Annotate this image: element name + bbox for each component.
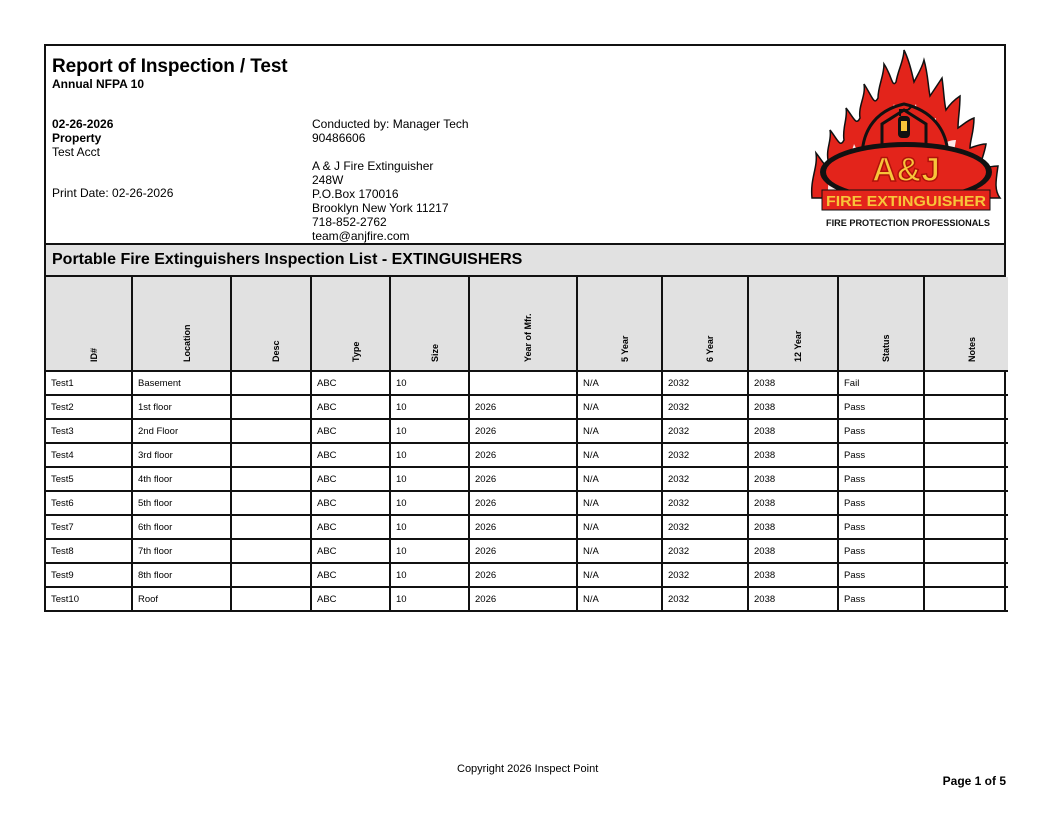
cell-5-year: N/A: [577, 419, 662, 443]
cell-12-year: 2038: [748, 443, 838, 467]
cell-type: ABC: [311, 587, 390, 611]
company-email: team@anjfire.com: [312, 229, 410, 243]
company-phone: 718-852-2762: [312, 215, 387, 229]
table-row: [46, 491, 1008, 515]
account-name: Test Acct: [52, 145, 101, 159]
cell-type: ABC: [311, 563, 390, 587]
cell-location: 2nd Floor: [132, 419, 231, 443]
cell-status: Pass: [838, 491, 924, 515]
cell-desc: [231, 539, 311, 563]
cell-type: ABC: [311, 419, 390, 443]
cell-year-of-mfr: 2026: [469, 443, 577, 467]
column-header-label: 6 Year: [705, 335, 715, 362]
cell-12-year: 2038: [748, 587, 838, 611]
cell-size: 10: [390, 587, 469, 611]
cell-location: 3rd floor: [132, 443, 231, 467]
cell-id: Test3: [46, 419, 132, 443]
cell-location: 6th floor: [132, 515, 231, 539]
cell-type: ABC: [311, 515, 390, 539]
company-name: A & J Fire Extinguisher: [312, 159, 434, 173]
cell-6-year: 2032: [662, 491, 748, 515]
cell-year-of-mfr: 2026: [469, 467, 577, 491]
cell-5-year: N/A: [577, 395, 662, 419]
conducted-by-info: [312, 117, 469, 243]
company-logo: [808, 48, 1004, 230]
cell-status: Pass: [838, 443, 924, 467]
column-header-year-of-mfr: [469, 277, 577, 371]
conducted-by: Conducted by: Manager Tech: [312, 117, 469, 131]
logo-tagline: FIRE PROTECTION PROFESSIONALS: [826, 218, 990, 229]
column-header-label: Status: [881, 334, 891, 362]
table-row: [46, 395, 1008, 419]
cell-notes: [924, 443, 1008, 467]
column-header-label: Location: [181, 324, 192, 362]
column-header-label: Type: [350, 341, 361, 362]
cell-notes: [924, 587, 1008, 611]
cell-6-year: 2032: [662, 443, 748, 467]
cell-status: Pass: [838, 467, 924, 491]
cell-desc: [231, 515, 311, 539]
cell-id: Test2: [46, 395, 132, 419]
cell-size: 10: [390, 419, 469, 443]
cell-type: ABC: [311, 467, 390, 491]
cell-12-year: 2038: [748, 515, 838, 539]
cell-12-year: 2038: [748, 539, 838, 563]
column-header-label: Year of Mfr.: [523, 313, 533, 362]
address-line-2: P.O.Box 170016: [312, 187, 399, 201]
column-header-label: 12 Year: [793, 330, 803, 362]
cell-year-of-mfr: 2026: [469, 515, 577, 539]
cell-5-year: N/A: [577, 371, 662, 395]
cell-12-year: 2038: [748, 371, 838, 395]
cell-size: 10: [390, 563, 469, 587]
cell-id: Test4: [46, 443, 132, 467]
cell-notes: [924, 467, 1008, 491]
technician-id: 90486606: [312, 131, 366, 145]
address-line-3: Brooklyn New York 11217: [312, 201, 449, 215]
cell-status: Pass: [838, 563, 924, 587]
cell-desc: [231, 467, 311, 491]
table-row: [46, 515, 1008, 539]
column-header-status: [838, 277, 924, 371]
column-header-12-year: [748, 277, 838, 371]
table-body: [46, 371, 1008, 611]
table-row: [46, 371, 1008, 395]
cell-6-year: 2032: [662, 395, 748, 419]
cell-id: Test1: [46, 371, 132, 395]
cell-status: Pass: [838, 539, 924, 563]
cell-location: 7th floor: [132, 539, 231, 563]
cell-status: Fail: [838, 371, 924, 395]
cell-notes: [924, 371, 1008, 395]
column-header-label: 5 Year: [619, 335, 630, 362]
cell-status: Pass: [838, 419, 924, 443]
cell-year-of-mfr: 2026: [469, 491, 577, 515]
print-date: Print Date: 02-26-2026: [52, 186, 174, 200]
cell-desc: [231, 419, 311, 443]
column-header-6-year: [662, 277, 748, 371]
cell-size: 10: [390, 443, 469, 467]
cell-id: Test7: [46, 515, 132, 539]
cell-location: Basement: [132, 371, 231, 395]
table-row: [46, 467, 1008, 491]
cell-5-year: N/A: [577, 563, 662, 587]
cell-desc: [231, 587, 311, 611]
cell-desc: [231, 563, 311, 587]
report-page: [44, 44, 1006, 612]
column-header-location: [132, 277, 231, 371]
cell-notes: [924, 515, 1008, 539]
report-date: 02-26-2026: [52, 117, 114, 131]
cell-status: Pass: [838, 515, 924, 539]
table-row: [46, 587, 1008, 611]
cell-status: Pass: [838, 587, 924, 611]
cell-location: 4th floor: [132, 467, 231, 491]
cell-size: 10: [390, 539, 469, 563]
cell-type: ABC: [311, 491, 390, 515]
table-header-row: [46, 277, 1008, 371]
cell-id: Test8: [46, 539, 132, 563]
table-row: [46, 419, 1008, 443]
cell-desc: [231, 371, 311, 395]
cell-type: ABC: [311, 371, 390, 395]
cell-size: 10: [390, 491, 469, 515]
cell-5-year: N/A: [577, 515, 662, 539]
cell-6-year: 2032: [662, 587, 748, 611]
cell-6-year: 2032: [662, 515, 748, 539]
cell-size: 10: [390, 467, 469, 491]
cell-12-year: 2038: [748, 467, 838, 491]
copyright-text: Copyright 2026 Inspect Point: [457, 763, 599, 775]
cell-5-year: N/A: [577, 491, 662, 515]
cell-5-year: N/A: [577, 587, 662, 611]
cell-location: Roof: [132, 587, 231, 611]
cell-size: 10: [390, 515, 469, 539]
cell-id: Test10: [46, 587, 132, 611]
cell-year-of-mfr: 2026: [469, 587, 577, 611]
cell-size: 10: [390, 395, 469, 419]
cell-size: 10: [390, 371, 469, 395]
column-header-type: [311, 277, 390, 371]
cell-id: Test5: [46, 467, 132, 491]
cell-type: ABC: [311, 443, 390, 467]
flame-helmet-logo-icon: [808, 48, 1004, 230]
cell-id: Test6: [46, 491, 132, 515]
cell-year-of-mfr: 2026: [469, 563, 577, 587]
logo-sub-text: FIRE EXTINGUISHER: [826, 193, 987, 210]
cell-desc: [231, 491, 311, 515]
cell-6-year: 2032: [662, 467, 748, 491]
cell-notes: [924, 419, 1008, 443]
cell-12-year: 2038: [748, 395, 838, 419]
report-header: [46, 46, 1004, 245]
cell-6-year: 2032: [662, 419, 748, 443]
cell-5-year: N/A: [577, 539, 662, 563]
report-subtitle: Annual NFPA 10: [52, 77, 145, 91]
column-header-label: Notes: [966, 336, 977, 362]
cell-5-year: N/A: [577, 443, 662, 467]
cell-12-year: 2038: [748, 491, 838, 515]
cell-year-of-mfr: 2026: [469, 419, 577, 443]
column-header-id: [46, 277, 132, 371]
property-label: Property: [52, 131, 102, 145]
report-title: Report of Inspection / Test: [52, 56, 288, 77]
extinguisher-table: [46, 277, 1008, 612]
column-header-size: [390, 277, 469, 371]
cell-type: ABC: [311, 539, 390, 563]
cell-notes: [924, 491, 1008, 515]
cell-location: 5th floor: [132, 491, 231, 515]
page-number: Page 1 of 5: [942, 774, 1006, 788]
address-line-1: 248W: [312, 173, 344, 187]
cell-5-year: N/A: [577, 467, 662, 491]
table-row: [46, 539, 1008, 563]
cell-location: 8th floor: [132, 563, 231, 587]
cell-12-year: 2038: [748, 563, 838, 587]
cell-year-of-mfr: 2026: [469, 539, 577, 563]
cell-notes: [924, 395, 1008, 419]
cell-notes: [924, 563, 1008, 587]
section-title: Portable Fire Extinguishers Inspection List - EXTINGUISHERS: [46, 245, 1004, 277]
column-header-label: Desc: [271, 340, 281, 362]
column-header-desc: [231, 277, 311, 371]
table-row: [46, 563, 1008, 587]
property-info: [52, 117, 113, 159]
cell-6-year: 2032: [662, 563, 748, 587]
cell-location: 1st floor: [132, 395, 231, 419]
cell-desc: [231, 443, 311, 467]
cell-notes: [924, 539, 1008, 563]
cell-status: Pass: [838, 395, 924, 419]
column-header-label: ID#: [88, 347, 99, 362]
cell-desc: [231, 395, 311, 419]
cell-type: ABC: [311, 395, 390, 419]
cell-year-of-mfr: [469, 371, 577, 395]
column-header-5-year: [577, 277, 662, 371]
cell-6-year: 2032: [662, 539, 748, 563]
table-row: [46, 443, 1008, 467]
cell-6-year: 2032: [662, 371, 748, 395]
column-header-notes: [924, 277, 1008, 371]
column-header-label: Size: [429, 343, 440, 362]
logo-main-text: A&J: [871, 151, 941, 189]
cell-id: Test9: [46, 563, 132, 587]
cell-12-year: 2038: [748, 419, 838, 443]
cell-year-of-mfr: 2026: [469, 395, 577, 419]
